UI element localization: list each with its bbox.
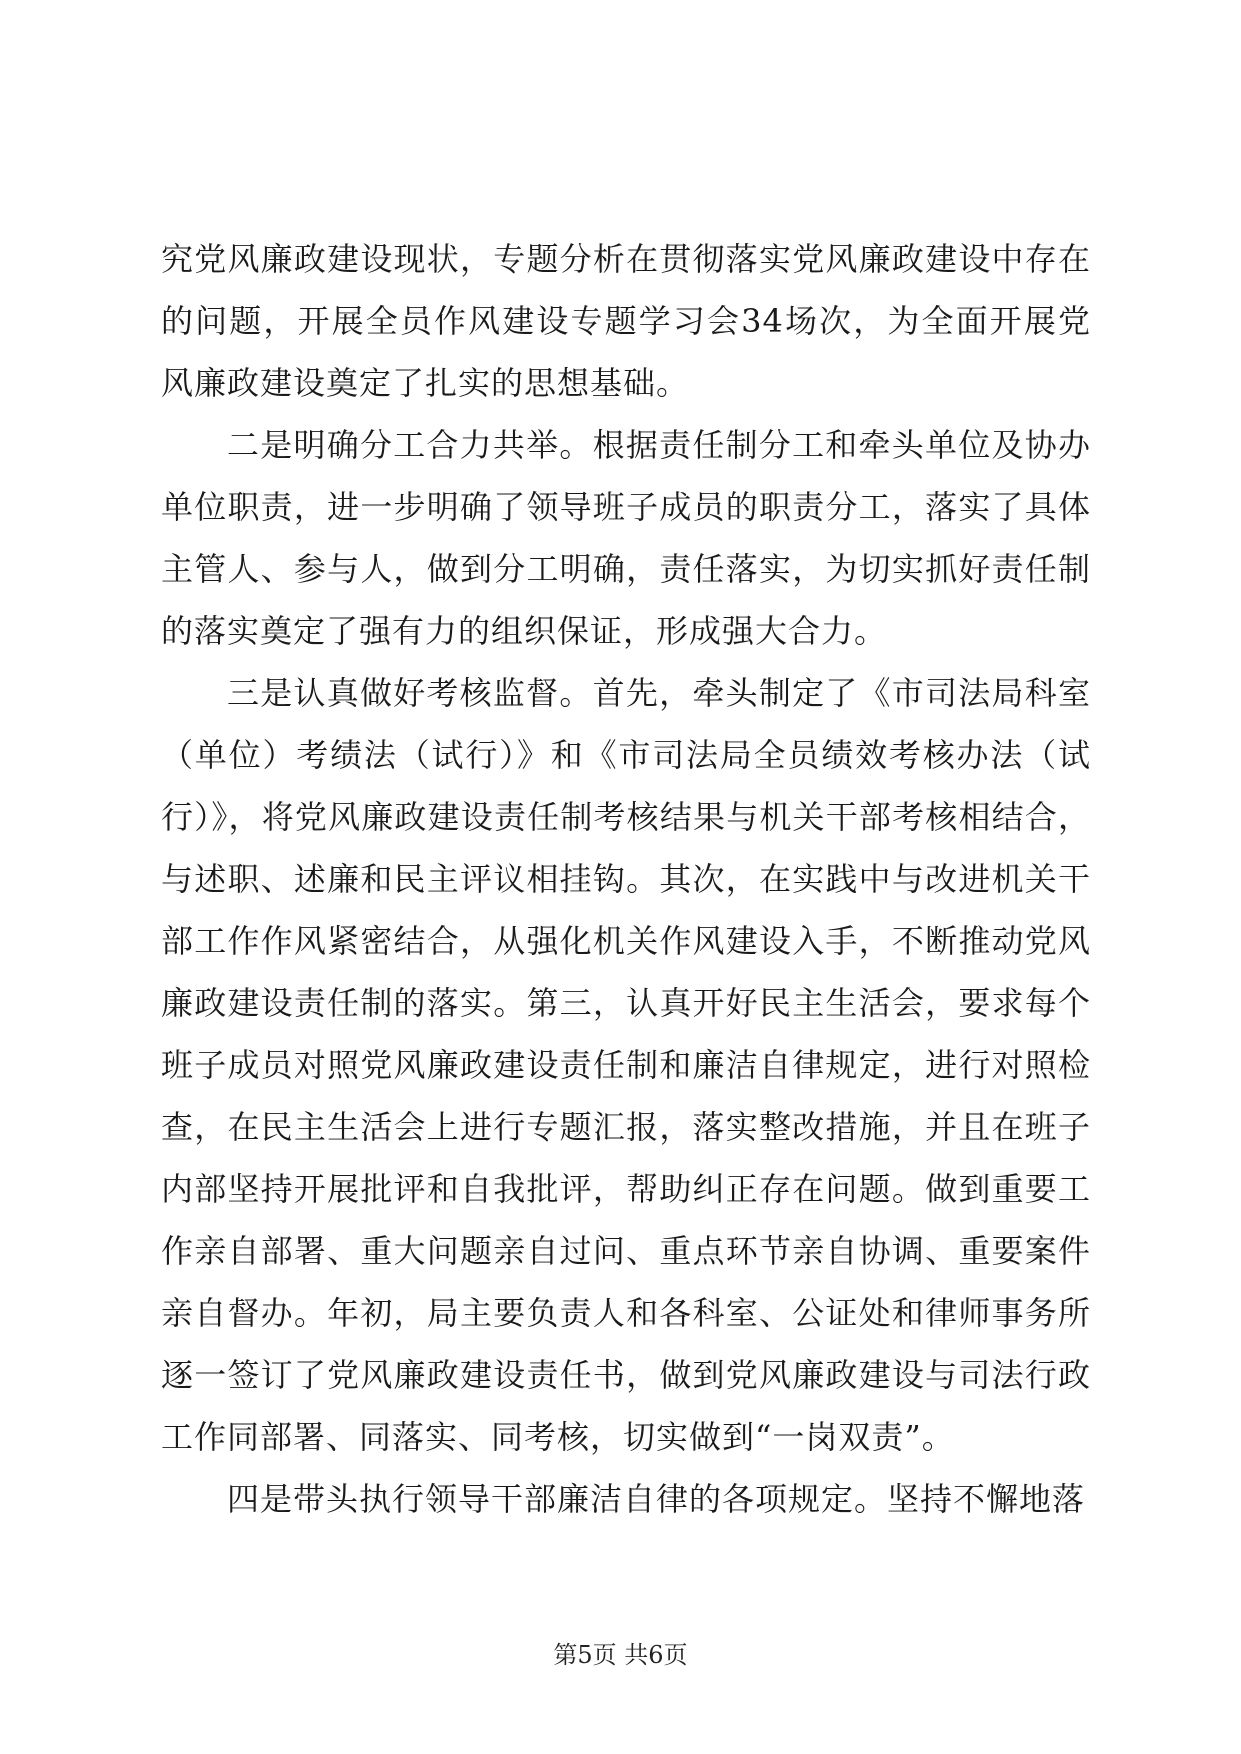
page-footer: 第5页 共6页 (553, 1641, 688, 1669)
paragraph-continuation: 究党风廉政建设现状，专题分析在贯彻落实党风廉政建设中存在的问题，开展全员作风建设专题学习会34场次，为全面开展党风廉政建设奠定了扎实的思想基础。 (161, 240, 1091, 402)
document-body (161, 228, 1091, 1530)
paragraph-self-discipline: 四是带头执行领导干部廉洁自律的各项规定。坚持不懈地落 (227, 1480, 1086, 1518)
paragraph-division-of-labor: 二是明确分工合力共举。根据责任制分工和牵头单位及协办单位职责，进一步明确了领导班子成员的职责分工，落实了具体主管人、参与人，做到分工明确，责任落实，为切实抓好责任制的落实奠定了强有力的组织保证，形成强大合力。 (161, 426, 1091, 650)
paragraph-assessment-supervision: 三是认真做好考核监督。首先，牵头制定了《市司法局科室（单位）考绩法（试行）》和《市司法局全员绩效考核办法（试行）》，将党风廉政建设责任制考核结果与机关干部考核相结合，与述职、述廉和民主评议相挂钩。其次，在实践中与改进机关干部工作作风紧密结合，从强化机关作风建设入手，不断推动党风廉政建设责任制的落实。第三，认真开好民主生活会，要求每个班子成员对照党风廉政建设责任制和廉洁自律规定，进行对照检查，在民主生活会上进行专题汇报，落实整改措施，并且在班子内部坚持开展批评和自我批评，帮助纠正存在问题。做到重要工作亲自部署、重大问题亲自过问、重点环节亲自协调、重要案件亲自督办。年初，局主要负责人和各科室、公证处和律师事务所逐一签订了党风廉政建设责任书，做到党风廉政建设与司法行政工作同部署、同落实、同考核，切实做到“一岗双责”。 (161, 674, 1091, 1456)
